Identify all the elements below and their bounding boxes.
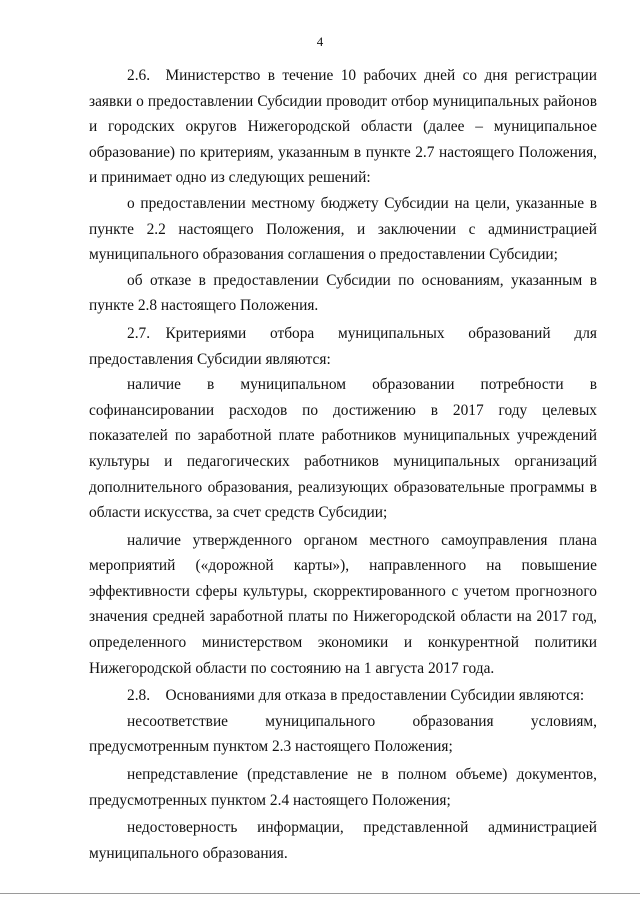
bottom-divider bbox=[0, 893, 640, 894]
paragraph-2-8: 2.8. Основаниями для отказа в предоставлении Субсидии являются: bbox=[127, 687, 585, 705]
paragraph-criterion-2: наличие утвержденного органом местного самоуправления плана мероприятий («дорожной карты»), направленного на повышение эффективности сферы культуры, скорректированного с учетом прогнозного значения средней заработной платы по Нижегородской области на 2017 год, определенного министерством экономики и конкурентной политики Нижегородской области по состоянию на 1 августа 2017 года. bbox=[89, 531, 597, 677]
paragraph-refusal-1: несоответствие муниципального образования условиям, предусмотренным пунктом 2.3 настоящего Положения; bbox=[89, 712, 597, 756]
paragraph-decision-grant: о предоставлении местному бюджету Субсидии на цели, указанные в пункте 2.2 настоящего Положения, и заключении с администрацией муниципального образования соглашения о предоставлении Субсидии; bbox=[89, 194, 597, 264]
page-number: 4 bbox=[316, 34, 324, 49]
paragraph-2-6: 2.6. Министерство в течение 10 рабочих дней со дня регистрации заявки о предоставлении Субсидии проводит отбор муниципальных районов и городских округов Нижегородской области (далее – муниципальное образование) по критериям, указанным в пункте 2.7 настоящего Положения, и принимает одно из следующих решений: bbox=[89, 67, 597, 187]
paragraph-decision-refuse: об отказе в предоставлении Субсидии по основаниям, указанным в пункте 2.8 настоящего Положения. bbox=[89, 271, 597, 315]
paragraph-refusal-2: непредставление (представление не в полном объеме) документов, предусмотренных пунктом 2.4 настоящего Положения; bbox=[89, 766, 597, 809]
document-body bbox=[89, 63, 597, 866]
paragraph-refusal-3: недостоверность информации, представленной администрацией муниципального образования. bbox=[89, 819, 597, 862]
paragraph-2-7: 2.7. Критериями отбора муниципальных образований для предоставления Субсидии являются: bbox=[89, 324, 597, 368]
paragraph-criterion-1: наличие в муниципальном образовании потребности в софинансировании расходов по достижению в 2017 году целевых показателей по заработной плате работников муниципальных учреждений культуры и педагогических работников муниципальных организаций дополнительного образования, реализующих образовательные программы в области искусства, за счет средств Субсидии; bbox=[89, 376, 597, 522]
